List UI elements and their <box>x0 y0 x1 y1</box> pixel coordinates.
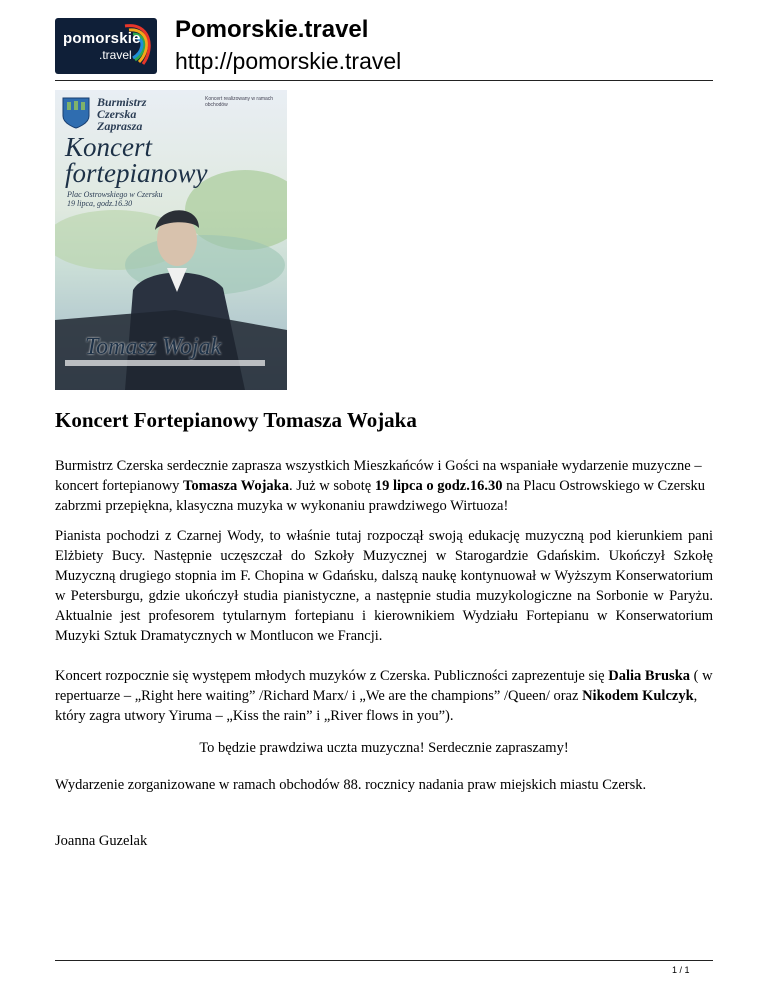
poster-title <box>65 134 208 186</box>
article-author: Joanna Guzelak <box>55 833 148 849</box>
logo-line-2: .travel <box>99 48 132 62</box>
pomorskie-travel-logo[interactable] <box>55 18 157 74</box>
poster-title-line: Koncert <box>65 132 152 162</box>
text-run: . Już w sobotę <box>289 478 375 494</box>
paragraph-intro <box>55 456 713 516</box>
text-run: na Placu Ostrowskiego w Czersku zabrzmi przepiękna, klasyczna muzyka w wykonaniu prawdziwego Wirtuoza! <box>55 478 706 514</box>
site-name: Pomorskie.travel <box>175 16 369 43</box>
poster-place-line: 19 lipca, godz.16.30 <box>67 199 133 208</box>
pianist-name-bold: Tomasza Wojaka <box>183 478 290 494</box>
logo-line-1: pomorskie <box>63 30 141 47</box>
performer-name-bold: Nikodem Kulczyk <box>582 688 694 704</box>
page-header <box>55 14 713 81</box>
poster-top-line: Burmistrz <box>97 95 147 109</box>
poster-title-line: fortepianowy <box>65 158 208 188</box>
poster-place <box>67 190 177 208</box>
page-number: 1 / 1 <box>672 965 690 975</box>
performer-name-bold: Dalia Bruska <box>608 668 691 684</box>
poster-place-line: Plac Ostrowskiego w Czersku <box>67 190 163 199</box>
paragraph-performers <box>55 666 713 726</box>
paragraph-biography: Pianista pochodzi z Czarnej Wody, to właśnie tutaj rozpoczął swoją edukację muzyczną pod kierunkiem pani Elżbiety Bucy. Następnie uczęszczał do Szkoły Muzycznej w Starogardzie Gdańskim. Ukończył Szkołę Muzyczną drugiego stopnia im F. Chopina w Gdańsku, dalszą naukę kontynuował w Wyższym Konserwatorium w Petersburgu, gdzie ukończył studia pianistyczne, a następnie studia muzykologiczne na Sorbonie w Paryżu. Aktualnie jest profesorem tytularnym fortepianu i kierownikiem Wydziału Fortepianu w Konserwatorium Muzyki Sztuk Dramatycznych w Montlucon we Francji. <box>55 528 713 644</box>
text-run: Burmistrz Czerska serdecznie zaprasza wszystkich Mieszkańców i Gości na wspaniałe wydarzenie muzyczne – koncert fortepianowy <box>55 458 702 494</box>
text-run: , który zagra utwory Yiruma – „Kiss the rain” i „River flows in you”). <box>55 688 698 724</box>
event-date-bold: 19 lipca o godz.16.30 <box>374 478 503 494</box>
poster-pianist-name: Tomasz Wojak <box>85 334 222 360</box>
poster-top-text <box>97 96 197 132</box>
site-url[interactable]: http://pomorskie.travel <box>175 48 402 74</box>
poster-top-line: Zaprasza <box>97 119 143 133</box>
paragraph-invitation: To będzie prawdziwa uczta muzyczna! Serdecznie zapraszamy! <box>199 740 569 756</box>
concert-poster-image <box>55 90 287 390</box>
article-title: Koncert Fortepianowy Tomasza Wojaka <box>55 408 417 432</box>
footer-divider <box>55 960 713 961</box>
text-run: ( w repertuarze – „Right here waiting” /Richard Marx/ i „We are the champions” /Queen/ oraz <box>55 668 713 704</box>
paragraph-occasion: Wydarzenie zorganizowane w ramach obchodów 88. rocznicy nadania praw miejskich miastu Czersk. <box>55 777 647 793</box>
text-run: Koncert rozpocznie się występem młodych muzyków z Czerska. Publiczności zaprezentuje się <box>55 668 609 684</box>
poster-top-line: Czerska <box>97 107 137 121</box>
poster-side-text: Koncert realizowany w ramach obchodów <box>205 96 274 108</box>
